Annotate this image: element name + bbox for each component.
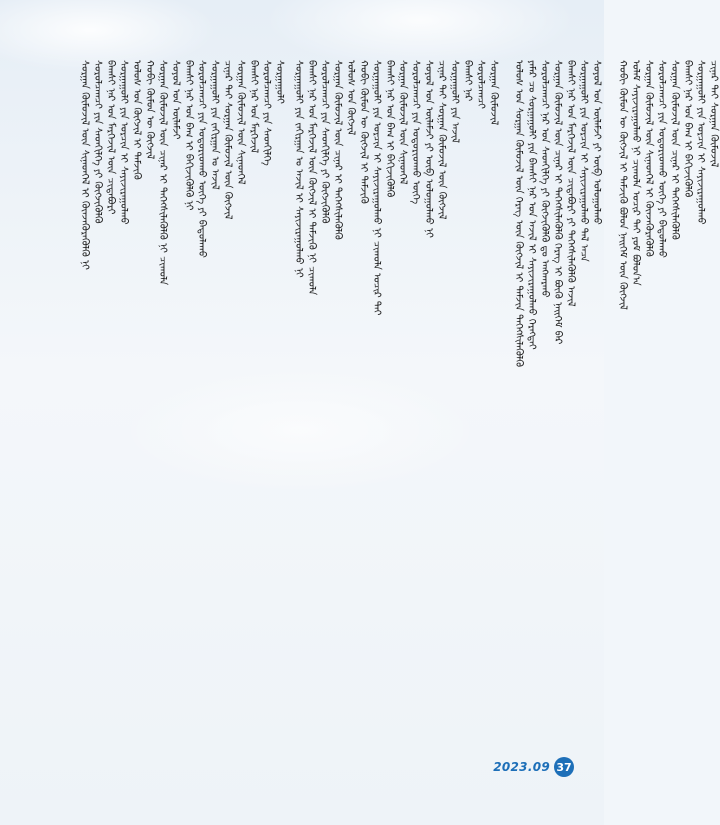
text-column: [681, 60, 694, 740]
text-line: ᠰᠤᠷᠭᠠᠨ ᠬᠦᠮᠦᠵᠢᠯ ᠦᠨ ᠰᠢᠨᠡᠳᠬᠡᠯ: [235, 60, 246, 185]
issue-date: 2023.09: [493, 760, 550, 774]
text-column: [694, 60, 707, 740]
text-line: ᠰᠤᠷᠤᠯᠴᠠᠭᠴᠢ ᠶᠢᠨ ᠰᠡᠳᠬᠢᠯᠭᠡ: [261, 60, 272, 166]
text-line: ᠰᠤᠷᠭᠠᠨ ᠬᠦᠮᠦᠵᠢᠯ ᠦᠨ ᠴᠢᠨᠠᠷ ᠢ ᠳᠡᠭᠡᠭᠰᠢᠯᠡᠭᠦᠯᠬᠦ ᠬᠡᠷᠡᠭ ᠢ ᠪᠦᠬᠦ ᠨᠡᠢᠭᠡᠮ ᠪᠡᠷ: [552, 60, 563, 345]
text-line: ᠪᠠᠭᠰᠢ ᠨᠠᠷ ᠤᠨ ᠮᠡᠷᠭᠡᠵᠢᠯ ᠦᠨ ᠴᠢᠳᠠᠪᠤᠷᠢ ᠶᠢ ᠳᠡᠭᠡᠭᠰᠢᠯᠡᠭᠦᠯᠬᠦ ᠠᠵᠢᠯ: [565, 60, 576, 307]
text-column: [78, 60, 91, 740]
text-line: ᠰᠤᠷᠤᠯᠴᠠᠭᠴᠢ ᠶᠢᠨ ᠰᠡᠳᠬᠢᠯᠭᠡ ᠶᠢ ᠬᠥᠭᠵᠢᠭᠦᠯᠬᠦ: [92, 60, 103, 224]
text-column: [512, 60, 525, 740]
text-line: ᠶᠠᠮᠠᠷ ᠴᠤ ᠰᠤᠷᠭᠠᠭᠤᠯᠢ ᠶᠢᠨ ᠪᠠᠭᠰᠢ ᠨᠠᠷ ᠤᠨ ᠠᠵᠢᠯ ᠢ ᠰᠠᠶᠢᠵᠢᠷᠠᠭᠤᠯᠬᠤ ᠬᠡᠷᠡᠭᠲᠡᠢ: [526, 60, 537, 350]
text-line: ᠪᠠᠭᠰᠢ ᠨᠠᠷ ᠤᠨ ᠮᠡᠷᠭᠡᠵᠢᠯ ᠦᠨ ᠬᠥᠭᠵᠢᠯ ᠢ ᠳᠡᠮᠵᠢᠬᠦ ᠨᠢ ᠴᠢᠬᠤᠯᠠ: [306, 60, 317, 296]
text-column: [169, 60, 182, 740]
text-column: [260, 60, 273, 740]
text-column: [422, 60, 435, 740]
text-column: [461, 60, 474, 740]
text-column: [590, 60, 603, 740]
text-column: [577, 60, 590, 740]
text-line: ᠪᠠᠭᠰᠢ ᠨᠠᠷ ᠤᠨ ᠮᠡᠷᠭᠡᠵᠢᠯ ᠦᠨ ᠴᠢᠳᠠᠪᠤᠷᠢ: [105, 60, 116, 215]
text-line: ᠰᠤᠷᠭᠠᠭᠤᠯᠢ ᠶᠢᠨ ᠣᠷᠴᠢᠨ ᠢ ᠰᠠᠶᠢᠵᠢᠷᠠᠭᠤᠯᠬᠤ: [695, 60, 706, 225]
text-block-middle: [292, 60, 500, 740]
text-line: ᠬᠤᠪᠢ ᠬᠦᠮᠦᠨ ᠦ ᠬᠥᠭᠵᠢᠯ ᠢ ᠳᠡᠮᠵᠢᠬᠦ ᠪᠤᠯᠤᠨ ᠨᠡᠢᠭᠡᠮ ᠦᠨ ᠬᠥᠭᠵᠢᠯ: [617, 60, 628, 310]
text-line: ᠴᠢᠨᠠᠷ ᠲᠠᠢ ᠰᠤᠷᠭᠠᠨ ᠬᠦᠮᠦᠵᠢᠯ: [708, 60, 719, 168]
text-line: ᠰᠤᠷᠤᠯᠴᠠᠭᠴᠢ ᠶᠢᠨ ᠤᠳᠤᠷᠢᠳᠬᠤ ᠦᠭᠡ ᠶᠢ ᠪᠠᠲᠤᠯᠠᠬᠤ: [196, 60, 207, 258]
text-column: [435, 60, 448, 740]
text-line: ᠪᠠᠭᠰᠢ ᠨᠠᠷ: [462, 60, 473, 102]
text-line: ᠰᠤᠷᠤᠯᠴᠠᠭᠴᠢ ᠨᠠᠷ ᠤᠨ ᠰᠡᠳᠬᠢᠯᠭᠡ ᠶᠢ ᠬᠥᠭᠵᠢᠭᠦᠯᠬᠦ ᠳᠤ ᠠᠩᠬᠠᠷᠬᠤ: [539, 60, 550, 298]
text-line: ᠰᠤᠷᠭᠠᠭᠤᠯᠢ ᠶᠢᠨ ᠣᠷᠴᠢᠨ ᠢ ᠰᠠᠶᠢᠵᠢᠷᠠᠭᠤᠯᠬᠤ: [118, 60, 129, 225]
text-column: [629, 60, 642, 740]
text-column: [318, 60, 331, 740]
page-footer: [493, 757, 574, 777]
text-line: ᠪᠠᠭᠰᠢ ᠨᠠᠷ ᠤᠨ ᠪᠠᠭ ᠢ ᠪᠡᠬᠢᠵᠢᠭᠦᠯᠬᠦ ᠨᠢ: [183, 60, 194, 211]
text-line: ᠰᠤᠷᠭᠠᠭᠤᠯᠢ ᠶᠢᠨ ᠵᠠᠬᠢᠷᠭᠠᠨ ᠤ ᠠᠵᠢᠯ: [209, 60, 220, 190]
text-column: [448, 60, 461, 740]
text-line: ᠬᠤᠪᠢ ᠬᠦᠮᠦᠨ ᠦ ᠬᠥᠭᠵᠢᠯ: [144, 60, 155, 160]
text-column: [273, 60, 286, 740]
text-column: [143, 60, 156, 740]
text-column: [616, 60, 629, 740]
text-line: ᠤᠯᠠᠮ ᠰᠠᠶᠢᠵᠢᠷᠠᠭᠤᠯᠬᠤ ᠨᠢ ᠴᠢᠬᠤᠯᠠ ᠤᠴᠢᠷ ᠲᠠᠢ ᠶᠤᠮ ᠪᠣᠯᠤᠨ᠎ᠠ: [630, 60, 641, 286]
text-line: ᠰᠣᠶᠣᠯ ᠤᠨ ᠦᠯᠡᠮᠵᠢ: [170, 60, 181, 140]
text-column: [156, 60, 169, 740]
text-line: ᠰᠤᠷᠭᠠᠨ ᠬᠦᠮᠦᠵᠢᠯ ᠦᠨ ᠴᠢᠨᠠᠷ ᠢ ᠳᠡᠭᠡᠭᠰᠢᠯᠡᠭᠦᠯᠬᠦ ᠨᠢ ᠴᠢᠬᠤᠯᠠ: [157, 60, 168, 286]
text-line: ᠤᠯᠤᠰ ᠤᠨ ᠬᠥᠭᠵᠢᠯ: [345, 60, 356, 136]
text-column: [396, 60, 409, 740]
text-line: ᠰᠤᠷᠭᠠᠨ ᠬᠦᠮᠦᠵᠢᠯ: [488, 60, 499, 126]
text-column: [247, 60, 260, 740]
text-line: ᠰᠤᠷᠭᠠᠭᠤᠯᠢ ᠶᠢᠨ ᠣᠷᠴᠢᠨ ᠢ ᠰᠠᠶᠢᠵᠢᠷᠠᠭᠤᠯᠬᠤ ᠨᠢ ᠴᠢᠬᠤᠯᠠ ᠤᠴᠢᠷ ᠲᠠᠢ: [371, 60, 382, 316]
text-line: ᠤᠯᠤᠰ ᠤᠨ ᠰᠤᠷᠭᠠᠨ ᠬᠦᠮᠦᠵᠢᠯ ᠦᠨ ᠬᠡᠷᠡᠭ ᠦᠨ ᠬᠦᠭᠵᠢᠯ ᠢ ᠳᠡᠮᠵᠢᠨ ᠳᠡᠭᠡᠭᠰᠢᠯᠡᠭᠦᠯᠬᠦ: [513, 60, 524, 368]
text-line: ᠰᠤᠷᠤᠯᠴᠠᠭᠴᠢ ᠶᠢᠨ ᠤᠳᠤᠷᠢᠳᠬᠤ ᠦᠭᠡ ᠶᠢ ᠪᠠᠲᠤᠯᠠᠬᠤ: [656, 60, 667, 258]
text-line: ᠰᠤᠷᠤᠯᠴᠠᠭᠴᠢ: [475, 60, 486, 109]
text-column: [525, 60, 538, 740]
text-line: ᠰᠤᠷᠭᠠᠨ ᠬᠦᠮᠦᠵᠢᠯ ᠦᠨ ᠰᠢᠨᠡᠳᠬᠡᠯ: [397, 60, 408, 185]
text-line: ᠰᠤᠷᠭᠠᠨ ᠬᠦᠮᠦᠵᠢᠯ ᠦᠨ ᠴᠢᠨᠠᠷ ᠢ ᠳᠡᠭᠡᠭᠰᠢᠯᠡᠭᠦᠯᠬᠦ: [669, 60, 680, 240]
text-column: [221, 60, 234, 740]
text-line: ᠰᠤᠷᠤᠯᠴᠠᠭᠴᠢ ᠶᠢᠨ ᠰᠡᠳᠬᠢᠯᠭᠡ ᠶᠢ ᠬᠥᠭᠵᠢᠭᠦᠯᠬᠦ: [319, 60, 330, 224]
text-column: [487, 60, 500, 740]
text-line: ᠰᠣᠶᠣᠯ ᠤᠨ ᠦᠯᠡᠮᠵᠢ ᠶᠢ ᠦᠪ ᠤᠯᠤᠭᠤᠯᠬᠤ: [591, 60, 602, 225]
text-column: [409, 60, 422, 740]
text-column: [383, 60, 396, 740]
text-column: [538, 60, 551, 740]
text-column: [344, 60, 357, 740]
text-block-right: [512, 60, 720, 740]
text-column: [668, 60, 681, 740]
text-line: ᠰᠤᠷᠭᠠᠨ ᠬᠦᠮᠦᠵᠢᠯ ᠦᠨ ᠴᠢᠨᠠᠷ ᠢ ᠳᠡᠭᠡᠭᠰᠢᠯᠡᠭᠦᠯᠬᠦ: [332, 60, 343, 240]
text-column: [331, 60, 344, 740]
text-line: ᠪᠠᠭᠰᠢ ᠨᠠᠷ ᠤᠨ ᠮᠡᠷᠭᠡᠵᠢᠯ: [248, 60, 259, 154]
text-column: [117, 60, 130, 740]
page-number-badge: 37: [554, 757, 574, 777]
text-block-left: [78, 60, 286, 740]
text-column: [208, 60, 221, 740]
text-line: ᠪᠠᠭᠰᠢ ᠨᠠᠷ ᠤᠨ ᠪᠠᠭ ᠢ ᠪᠡᠬᠢᠵᠢᠭᠦᠯᠬᠦ: [682, 60, 693, 198]
text-line: ᠴᠢᠨᠠᠷ ᠲᠠᠢ ᠰᠤᠷᠭᠠᠨ ᠬᠦᠮᠦᠵᠢᠯ ᠦᠨ ᠬᠥᠭᠵᠢᠯ: [436, 60, 447, 220]
text-column: [195, 60, 208, 740]
text-line: ᠴᠢᠨᠠᠷ ᠲᠠᠢ ᠰᠤᠷᠭᠠᠨ ᠬᠦᠮᠦᠵᠢᠯ ᠦᠨ ᠬᠥᠭᠵᠢᠯ: [222, 60, 233, 220]
text-line: ᠰᠤᠷᠭᠠᠭᠤᠯᠢ ᠶᠢᠨ ᠠᠵᠢᠯ: [449, 60, 460, 143]
text-line: ᠬᠤᠪᠢ ᠬᠦᠮᠦᠨ ᠦ ᠬᠥᠭᠵᠢᠯ ᠢ ᠳᠡᠮᠵᠢᠬᠦ: [358, 60, 369, 204]
text-line: ᠰᠣᠶᠣᠯ ᠤᠨ ᠦᠯᠡᠮᠵᠢ ᠶᠢ ᠦᠪ ᠤᠯᠤᠭᠤᠯᠬᠤ ᠨᠢ: [423, 60, 434, 238]
text-column: [603, 60, 616, 740]
text-column: [370, 60, 383, 740]
text-column: [234, 60, 247, 740]
text-line: ᠪᠠᠭᠰᠢ ᠨᠠᠷ ᠤᠨ ᠪᠠᠭ ᠢ ᠪᠡᠬᠢᠵᠢᠭᠦᠯᠬᠦ: [384, 60, 395, 198]
text-column: [551, 60, 564, 740]
text-column: [357, 60, 370, 740]
text-line: ᠰᠤᠷᠭᠠᠨ ᠬᠦᠮᠦᠵᠢᠯ ᠦᠨ ᠰᠢᠨᠡᠳᠬᠡᠯ ᠢ ᠭᠦᠨᠵᠡᠭᠦᠷᠡᠭᠦᠯᠬᠦ ᠨᠢ: [79, 60, 90, 270]
text-line: ᠰᠤᠷᠭᠠᠨ ᠬᠦᠮᠦᠵᠢᠯ ᠦᠨ ᠰᠢᠨᠡᠳᠬᠡᠯ ᠢ ᠭᠦᠨᠵᠡᠭᠦᠷᠡᠭᠦᠯᠬᠦ: [643, 60, 654, 257]
text-column: [91, 60, 104, 740]
text-column: [182, 60, 195, 740]
text-column: [305, 60, 318, 740]
text-column: [130, 60, 143, 740]
text-column: [104, 60, 117, 740]
text-line: ᠰᠤᠷᠭᠠᠭᠤᠯᠢ: [274, 60, 285, 104]
text-line: ᠰᠤᠷᠭᠠᠭᠤᠯᠢ ᠶᠢᠨ ᠣᠷᠴᠢᠨ ᠢ ᠰᠠᠶᠢᠵᠢᠷᠠᠭᠤᠯᠬᠤ ᠲᠠᠯ ᠠᠴᠠ: [578, 60, 589, 262]
text-line: ᠤᠯᠤᠰ ᠤᠨ ᠬᠥᠭᠵᠢᠯ ᠢ ᠳᠡᠮᠵᠢᠬᠦ: [131, 60, 142, 180]
text-column: [655, 60, 668, 740]
text-column: [564, 60, 577, 740]
text-column: [292, 60, 305, 740]
text-column: [642, 60, 655, 740]
text-line: ᠰᠤᠷᠤᠯᠴᠠᠭᠴᠢ ᠶᠢᠨ ᠤᠳᠤᠷᠢᠳᠬᠤ ᠦᠭᠡ: [410, 60, 421, 205]
text-column: [707, 60, 720, 740]
text-line: ᠰᠤᠷᠭᠠᠭᠤᠯᠢ ᠶᠢᠨ ᠵᠠᠬᠢᠷᠭᠠᠨ ᠤ ᠠᠵᠢᠯ ᠢ ᠰᠠᠶᠢᠵᠢᠷᠠᠭᠤᠯᠬᠤ ᠨᠢ: [293, 60, 304, 278]
text-column: [474, 60, 487, 740]
